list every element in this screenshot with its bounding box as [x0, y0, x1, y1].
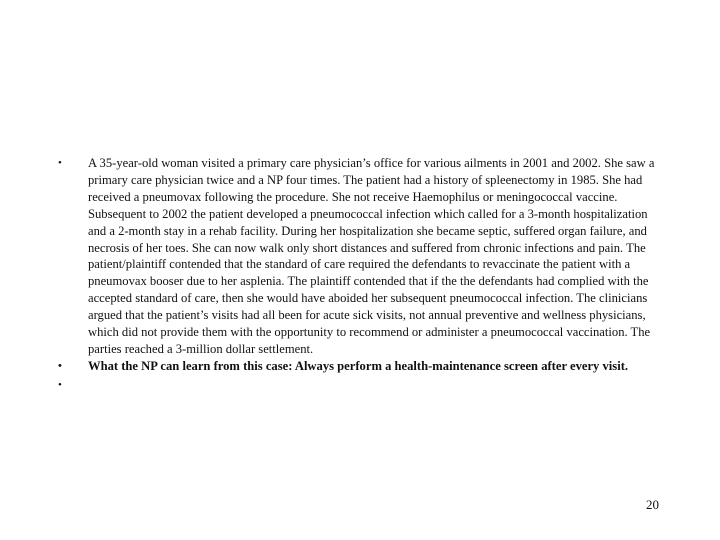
- bullet-text-lesson: What the NP can learn from this case: Always perform a health-maintenance screen after every visit.: [88, 358, 629, 373]
- bullet-icon: •: [58, 378, 62, 391]
- bullet-item-empty: [56, 377, 666, 394]
- bullet-list: [56, 155, 666, 394]
- bullet-text-case-summary: A 35-year-old woman visited a primary care physician’s office for various ailments in 2001 and 2002. She saw a primary care physician twice and a NP four times. The patient had a history of spleenectomy in 1985. She had received a pneumovax following the procedure. She not receive Haemophilus or meningococcal vaccine. Subsequent to 2002 the patient developed a pneumococcal infection which called for a 3-month hospitalization and a 2-month stay in a rehab facility. During her hospitalization she became septic, suffered organ failure, and necrosis of her toes. She can now walk only short distances and suffered from chronic infections and pain. The patient/plaintiff contended that the standard of care required the defendants to revaccinate the patient with a pneumovax booser due to her asplenia. The plaintiff contended that if the the defendants had complied with the accepted standard of care, then she would have aboided her subsequent pneumococcal infection. The clinicians argued that the patient’s visits had all been for acute sick visits, not annual preventive and wellness physicians, which did not provide them with the opportunity to recommend or administer a pneumococcal vaccination. The parties reached a 3-million dollar settlement.: [88, 156, 655, 356]
- bullet-icon: •: [58, 359, 62, 372]
- bullet-item-case-summary: [56, 155, 666, 358]
- bullet-item-lesson: [56, 358, 666, 375]
- bullet-icon: •: [58, 157, 62, 169]
- page-number: 20: [646, 497, 659, 512]
